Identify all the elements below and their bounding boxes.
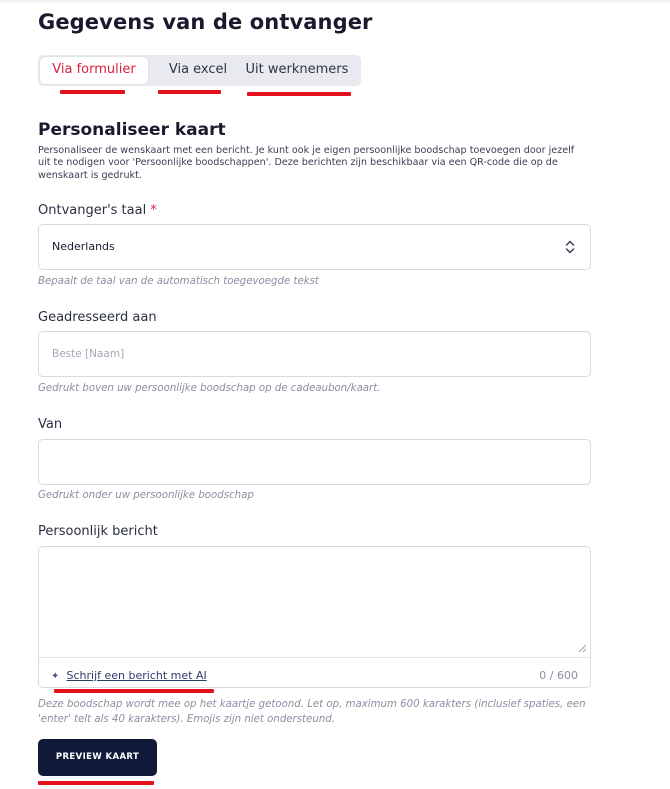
write-with-ai-link[interactable] bbox=[51, 669, 207, 682]
tab-via-excel[interactable]: Via excel bbox=[168, 62, 228, 77]
language-label bbox=[38, 203, 157, 218]
language-hint: Bepaalt de taal van de automatisch toegevoegde tekst bbox=[38, 276, 319, 287]
section-description: Personaliseer de wenskaart met een bericht. Je kunt ook je eigen persoonlijke boodschap toevoegen door jezelf uit te nodigen voor 'Persoonlijke boodschappen'. Deze berichten zijn beschikbaar via een QR-code die op de wenskaart is gedrukt. bbox=[38, 145, 575, 181]
chevron-up-down-icon bbox=[564, 238, 576, 256]
tab-uit-werknemers[interactable]: Uit werknemers bbox=[245, 62, 349, 77]
annotation-underline bbox=[60, 90, 125, 94]
annotation-underline bbox=[247, 92, 351, 96]
annotation-underline bbox=[54, 689, 214, 693]
language-select[interactable] bbox=[38, 224, 591, 270]
input-method-tabs bbox=[38, 55, 361, 86]
character-counter: 0 / 600 bbox=[539, 669, 578, 682]
from-input[interactable] bbox=[38, 439, 591, 485]
tab-via-formulier[interactable]: Via formulier bbox=[40, 57, 148, 84]
addressed-label: Geadresseerd aan bbox=[38, 310, 157, 325]
annotation-underline bbox=[38, 781, 154, 785]
addressed-placeholder: Beste [Naam] bbox=[52, 348, 125, 360]
page-title: Gegevens van de ontvanger bbox=[38, 10, 373, 34]
language-label-text: Ontvanger's taal bbox=[38, 203, 147, 218]
language-select-value: Nederlands bbox=[52, 240, 115, 253]
write-with-ai-text: Schrijf een bericht met AI bbox=[66, 669, 207, 682]
addressed-input[interactable] bbox=[38, 331, 591, 377]
required-marker: * bbox=[150, 203, 157, 218]
top-bar-shadow bbox=[0, 0, 670, 4]
section-title: Personaliseer kaart bbox=[38, 120, 226, 140]
annotation-underline bbox=[158, 90, 221, 94]
from-hint: Gedrukt onder uw persoonlijke boodschap bbox=[38, 490, 254, 501]
preview-card-button[interactable]: PREVIEW KAART bbox=[38, 739, 157, 776]
addressed-hint: Gedrukt boven uw persoonlijke boodschap op de cadeaubon/kaart. bbox=[38, 383, 381, 394]
message-label: Persoonlijk bericht bbox=[38, 524, 158, 539]
textarea-footer-divider bbox=[39, 657, 590, 658]
from-label: Van bbox=[38, 417, 63, 432]
message-textarea[interactable] bbox=[38, 546, 591, 688]
resize-handle-icon[interactable] bbox=[578, 644, 587, 653]
sparkle-icon: ✦ bbox=[51, 671, 60, 682]
message-hint: Deze boodschap wordt mee op het kaartje getoond. Let op, maximum 600 karakters (inclusief spaties, een 'enter' telt als 40 karakters). Emojis zijn niet ondersteund. bbox=[38, 699, 586, 725]
